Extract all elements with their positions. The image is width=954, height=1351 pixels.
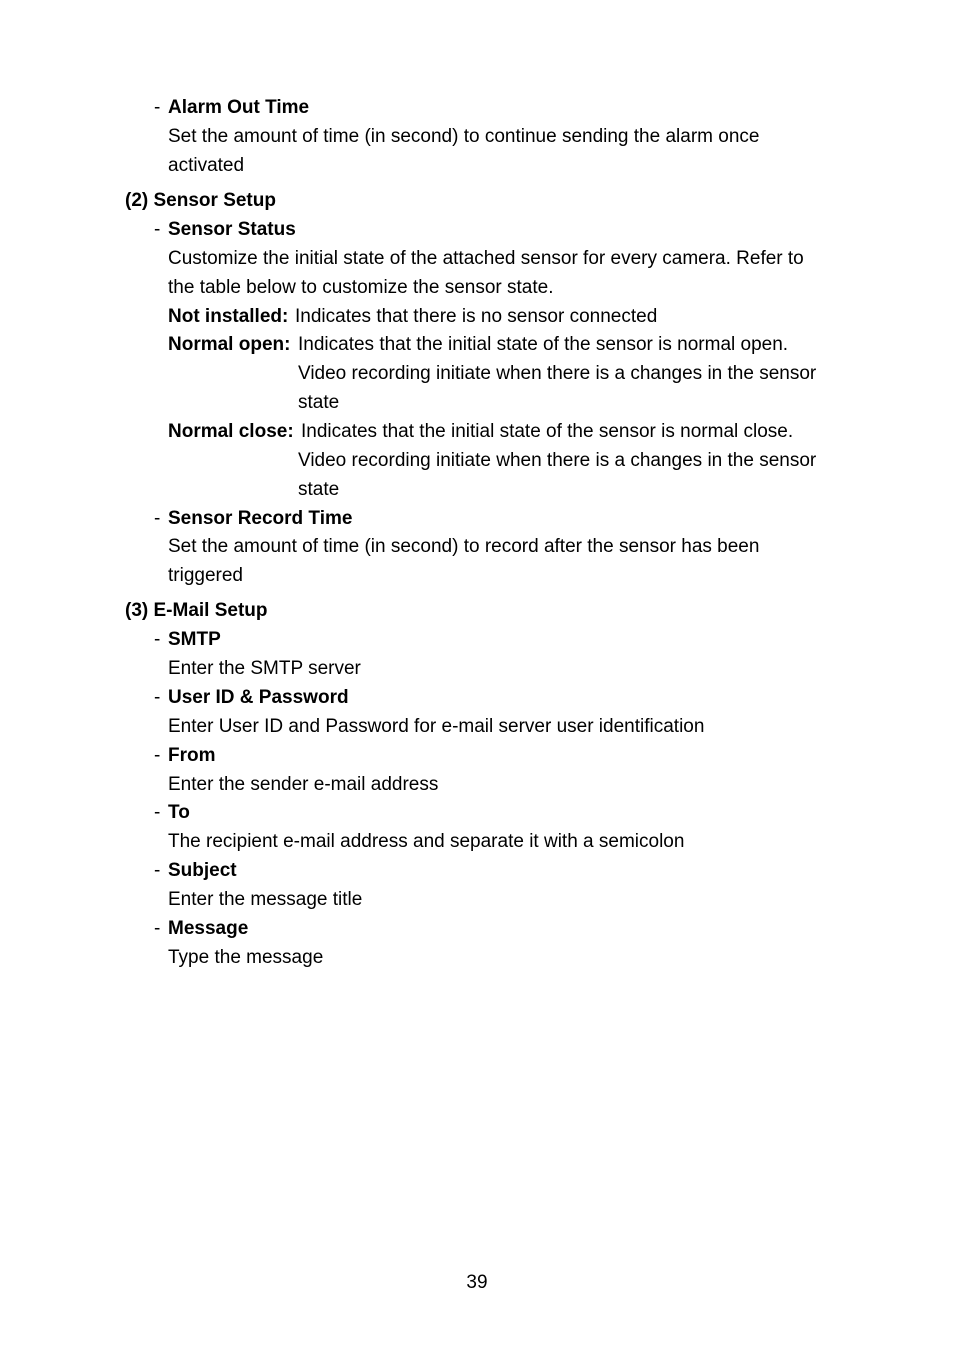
normal-close-label: Normal close: (168, 421, 294, 442)
sensor-record-time-text-line-1: Set the amount of time (in second) to record after the sensor has been (168, 536, 760, 557)
subject-text: Enter the message title (168, 889, 363, 910)
bullet-dash: - (154, 918, 161, 939)
bullet-dash: - (154, 745, 161, 766)
to-title: To (168, 802, 190, 823)
subject-title: Subject (168, 860, 237, 881)
normal-open-text-line-3: state (298, 392, 340, 413)
normal-close-text-line-2: Video recording initiate when there is a changes in the sensor (298, 450, 817, 471)
normal-open-text-line-2: Video recording initiate when there is a changes in the sensor (298, 363, 817, 384)
bullet-dash: - (154, 860, 161, 881)
bullet-dash: - (154, 97, 161, 118)
sensor-record-time-text-line-2: triggered (168, 565, 243, 586)
sensor-status-text-line-2: the table below to customize the sensor state. (168, 277, 554, 298)
normal-open-label: Normal open: (168, 334, 291, 355)
smtp-title: SMTP (168, 629, 221, 650)
email-setup-heading: (3) E-Mail Setup (125, 600, 268, 621)
from-title: From (168, 745, 216, 766)
smtp-text: Enter the SMTP server (168, 658, 361, 679)
sensor-record-time-title: Sensor Record Time (168, 508, 353, 529)
alarm-out-time-text-line-1: Set the amount of time (in second) to continue sending the alarm once (168, 126, 760, 147)
user-id-password-text: Enter User ID and Password for e-mail server user identification (168, 716, 705, 737)
normal-close-text-line-3: state (298, 479, 340, 500)
bullet-dash: - (154, 802, 161, 823)
bullet-dash: - (154, 508, 161, 529)
message-text: Type the message (168, 947, 324, 968)
sensor-status-text-line-1: Customize the initial state of the attached sensor for every camera. Refer to (168, 248, 804, 269)
not-installed-text: Indicates that there is no sensor connected (295, 306, 658, 327)
sensor-setup-heading: (2) Sensor Setup (125, 190, 276, 211)
not-installed-label: Not installed: (168, 306, 289, 327)
page-number: 39 (466, 1272, 488, 1293)
user-id-password-title: User ID & Password (168, 687, 349, 708)
message-title: Message (168, 918, 249, 939)
bullet-dash: - (154, 629, 161, 650)
to-text: The recipient e-mail address and separate it with a semicolon (168, 831, 685, 852)
normal-close-text-line-1: Indicates that the initial state of the sensor is normal close. (301, 421, 794, 442)
sensor-status-title: Sensor Status (168, 219, 296, 240)
normal-open-text-line-1: Indicates that the initial state of the sensor is normal open. (298, 334, 789, 355)
bullet-dash: - (154, 687, 161, 708)
bullet-dash: - (154, 219, 161, 240)
from-text: Enter the sender e-mail address (168, 774, 439, 795)
alarm-out-time-text-line-2: activated (168, 155, 245, 176)
alarm-out-time-title: Alarm Out Time (168, 97, 310, 118)
